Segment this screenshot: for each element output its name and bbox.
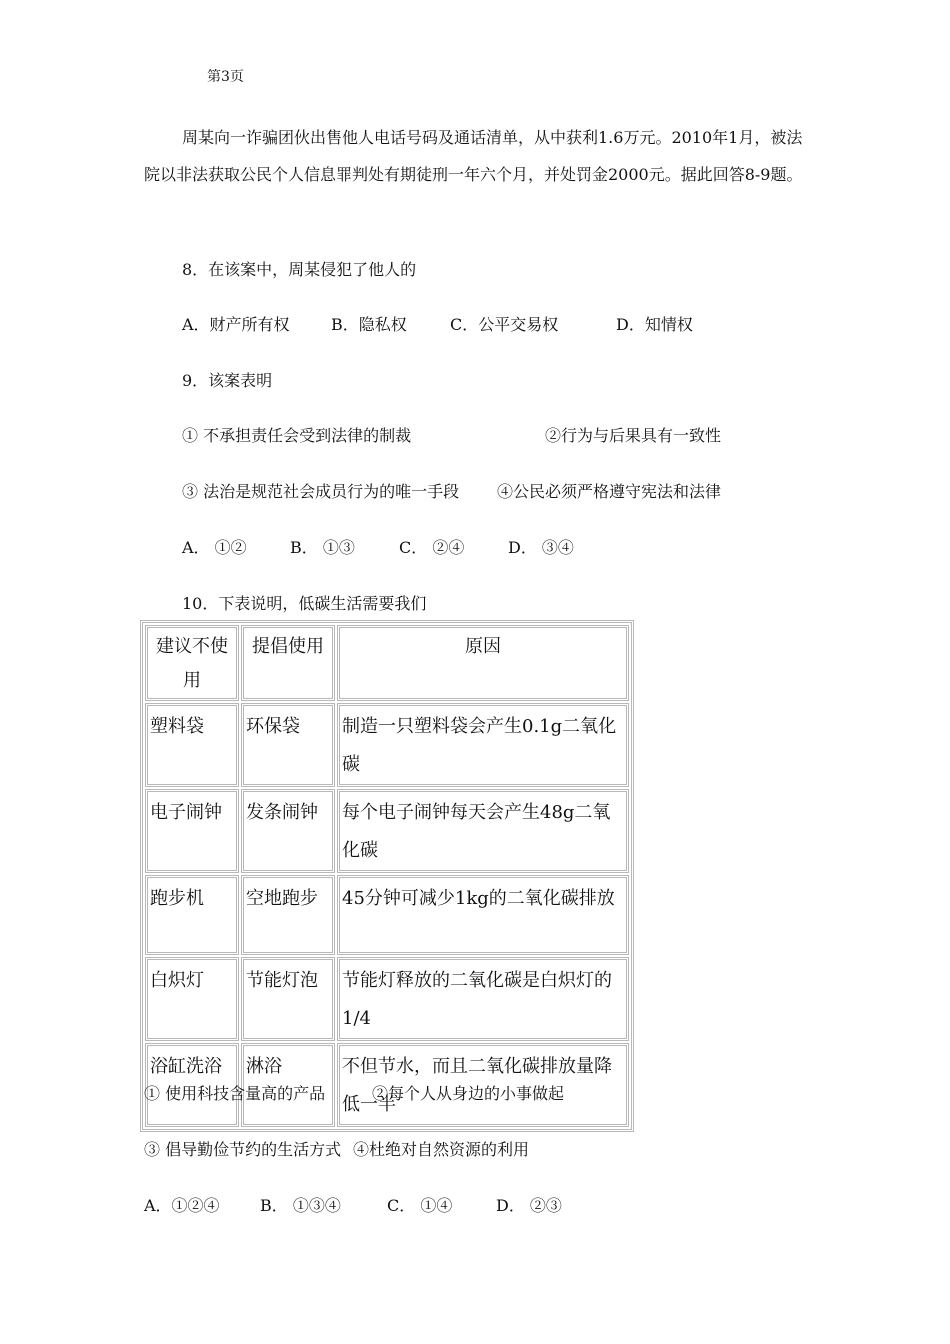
q10-option-a: A．①②④ (144, 1196, 220, 1215)
q9-statement-4: ④公民必须严格遵守宪法和法律 (497, 482, 722, 501)
table-cell: 塑料袋 (145, 703, 239, 787)
table-cell: 45分钟可减少1kg的二氧化碳排放 (337, 875, 629, 955)
table-header-cell: 建议不使用 (145, 625, 239, 701)
q10-statement-1: ① 使用科技含量高的产品 (144, 1084, 326, 1103)
question-8-stem: 8．在该案中，周某侵犯了他人的 (182, 260, 417, 279)
q10-option-c: C． ①④ (387, 1196, 453, 1215)
q10-statement-4: ④杜绝对自然资源的利用 (353, 1140, 530, 1159)
table-cell: 空地跑步 (241, 875, 335, 955)
table-header-cell: 原因 (337, 625, 629, 701)
table-cell: 节能灯释放的二氧化碳是白炽灯的1/4 (337, 957, 629, 1041)
q9-option-a: A． ①② (182, 538, 247, 557)
table-cell: 跑步机 (145, 875, 239, 955)
q10-option-d: D． ②③ (496, 1196, 562, 1215)
q10-statement-3: ③ 倡导勤俭节约的生活方式 (144, 1140, 342, 1159)
table-cell: 制造一只塑料袋会产生0.1g二氧化碳 (337, 703, 629, 787)
q9-option-c: C． ②④ (399, 538, 465, 557)
question-9-stem: 9．该案表明 (182, 371, 273, 390)
table-cell: 浴缸洗浴 (145, 1043, 239, 1127)
page-label: 第3页 (207, 69, 244, 85)
q8-option-d: D．知情权 (616, 315, 693, 334)
table-cell: 环保袋 (241, 703, 335, 787)
q10-statement-2: ②每个人从身边的小事做起 (372, 1084, 565, 1103)
table-cell: 节能灯泡 (241, 957, 335, 1041)
table-header-row (145, 625, 629, 701)
table-cell: 淋浴 (241, 1043, 335, 1127)
q10-option-b: B． ①③④ (260, 1196, 341, 1215)
table-cell: 电子闹钟 (145, 789, 239, 873)
table-row (145, 957, 629, 1041)
q8-option-b: B．隐私权 (331, 315, 407, 334)
table-cell: 每个电子闹钟每天会产生48g二氧化碳 (337, 789, 629, 873)
q9-option-d: D． ③④ (508, 538, 574, 557)
q9-statement-2: ②行为与后果具有一致性 (545, 426, 722, 445)
table-row (145, 789, 629, 873)
case-intro: 周某向一诈骗团伙出售他人电话号码及通话清单，从中获利1.6万元。2010年1月，被法院以非法获取公民个人信息罪判处有期徒刑一年六个月，并处罚金2000元。据此回答8-9题。 (144, 128, 803, 184)
low-carbon-table (140, 620, 634, 1132)
q8-option-c: C．公平交易权 (450, 315, 559, 334)
q9-statement-1: ① 不承担责任会受到法律的制裁 (182, 426, 412, 445)
question-10-stem: 10．下表说明，低碳生活需要我们 (182, 594, 427, 613)
table-row (145, 875, 629, 955)
table-header-cell: 提倡使用 (241, 625, 335, 701)
table-cell: 发条闹钟 (241, 789, 335, 873)
table-cell: 白炽灯 (145, 957, 239, 1041)
q8-option-a: A．财产所有权 (182, 315, 290, 334)
q9-option-b: B． ①③ (290, 538, 355, 557)
table-cell: 不但节水，而且二氧化碳排放量降低一半 (337, 1043, 629, 1127)
q9-statement-3: ③ 法治是规范社会成员行为的唯一手段 (182, 482, 460, 501)
table-row (145, 703, 629, 787)
